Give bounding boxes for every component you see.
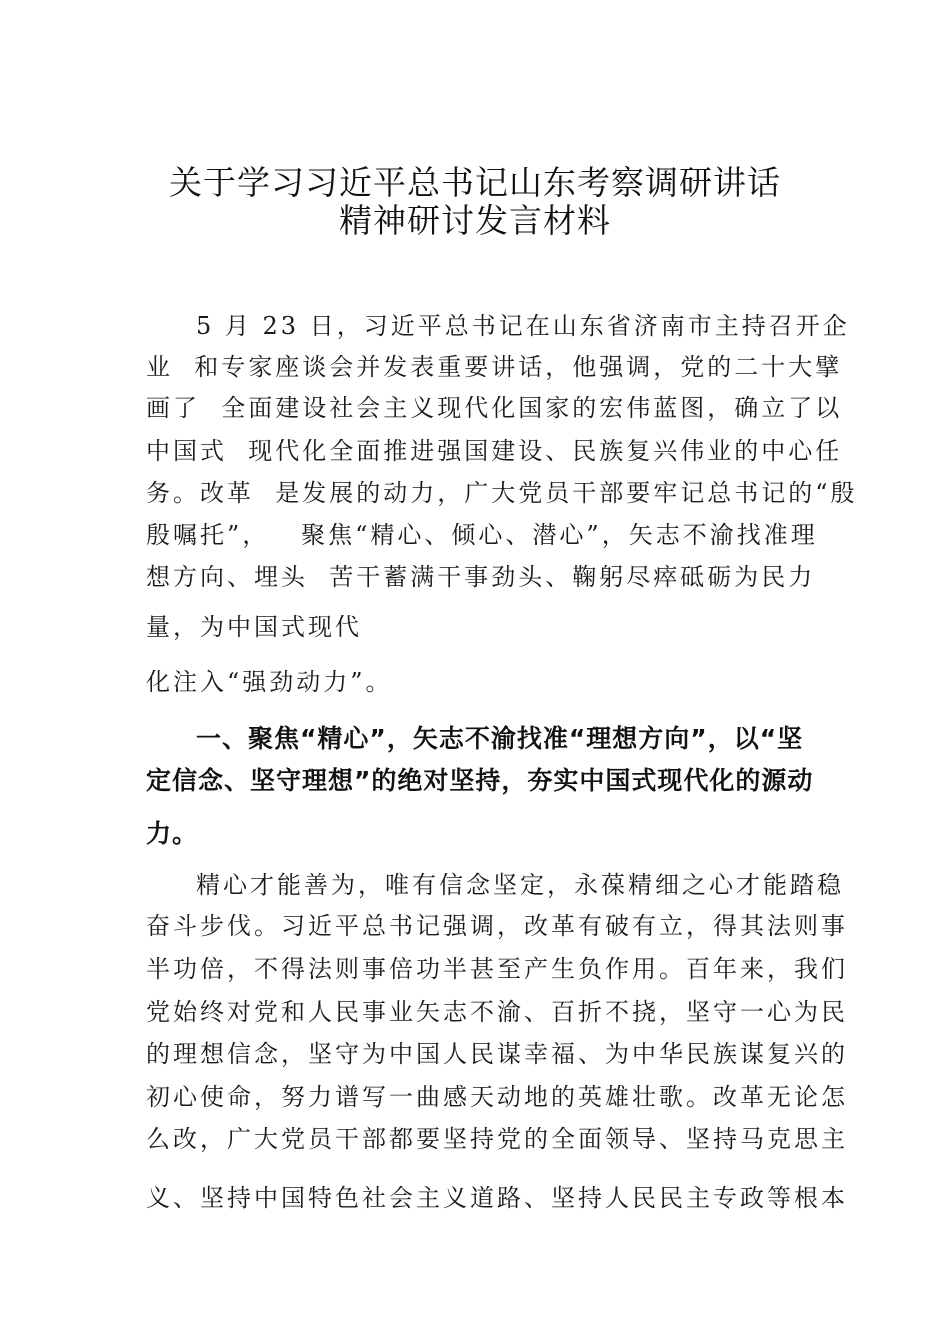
intro-line: 业 和专家座谈会并发表重要讲话，他强调，党的二十大擘 xyxy=(146,353,843,381)
document-title-line-1: 关于学习习近平总书记山东考察调研讲话 xyxy=(169,163,781,202)
body-line: 半功倍，不得法则事倍功半甚至产生负作用。百年来，我们 xyxy=(146,955,848,983)
section-heading-line: 定信念、坚守理想”的绝对坚持，夯实中国式现代化的源动 xyxy=(146,766,814,795)
body-line: 的理想信念，坚守为中国人民谋幸福、为中华民族谋复兴的 xyxy=(146,1040,848,1068)
intro-line: 化注入“强劲动力”。 xyxy=(146,668,393,696)
section-heading-line: 一、聚焦“精心”，矢志不渝找准“理想方向”，以“坚 xyxy=(196,724,804,753)
intro-line: 务。改革 是发展的动力，广大党员干部要牢记总书记的“殷 xyxy=(146,479,858,507)
body-line: 精心才能善为，唯有信念坚定，永葆精细之心才能踏稳 xyxy=(196,871,844,899)
body-line: 义、坚持中国特色社会主义道路、坚持人民民主专政等根本 xyxy=(146,1184,848,1212)
section-heading-line: 力。 xyxy=(146,819,199,848)
intro-line: 想方向、埋头 苦干蓄满干事劲头、鞠躬尽瘁砥砺为民力 xyxy=(146,563,816,591)
body-line: 初心使命，努力谱写一曲感天动地的英雄壮歌。改革无论怎 xyxy=(146,1083,848,1111)
intro-line: 5 月 23 日，习近平总书记在山东省济南市主持召开企 xyxy=(196,312,850,340)
body-line: 奋斗步伐。习近平总书记强调，改革有破有立，得其法则事 xyxy=(146,912,848,940)
intro-line: 量，为中国式现代 xyxy=(146,613,362,641)
intro-line: 画了 全面建设社会主义现代化国家的宏伟蓝图，确立了以 xyxy=(146,394,843,422)
intro-line: 殷嘱托”， 聚焦“精心、倾心、潜心”，矢志不渝找准理 xyxy=(146,521,818,549)
body-line: 么改，广大党员干部都要坚持党的全面领导、坚持马克思主 xyxy=(146,1125,848,1153)
body-line: 党始终对党和人民事业矢志不渝、百折不挠，坚守一心为民 xyxy=(146,998,848,1026)
intro-line: 中国式 现代化全面推进强国建设、民族复兴伟业的中心任 xyxy=(146,437,843,465)
document-title-line-2: 精神研讨发言材料 xyxy=(339,201,611,240)
